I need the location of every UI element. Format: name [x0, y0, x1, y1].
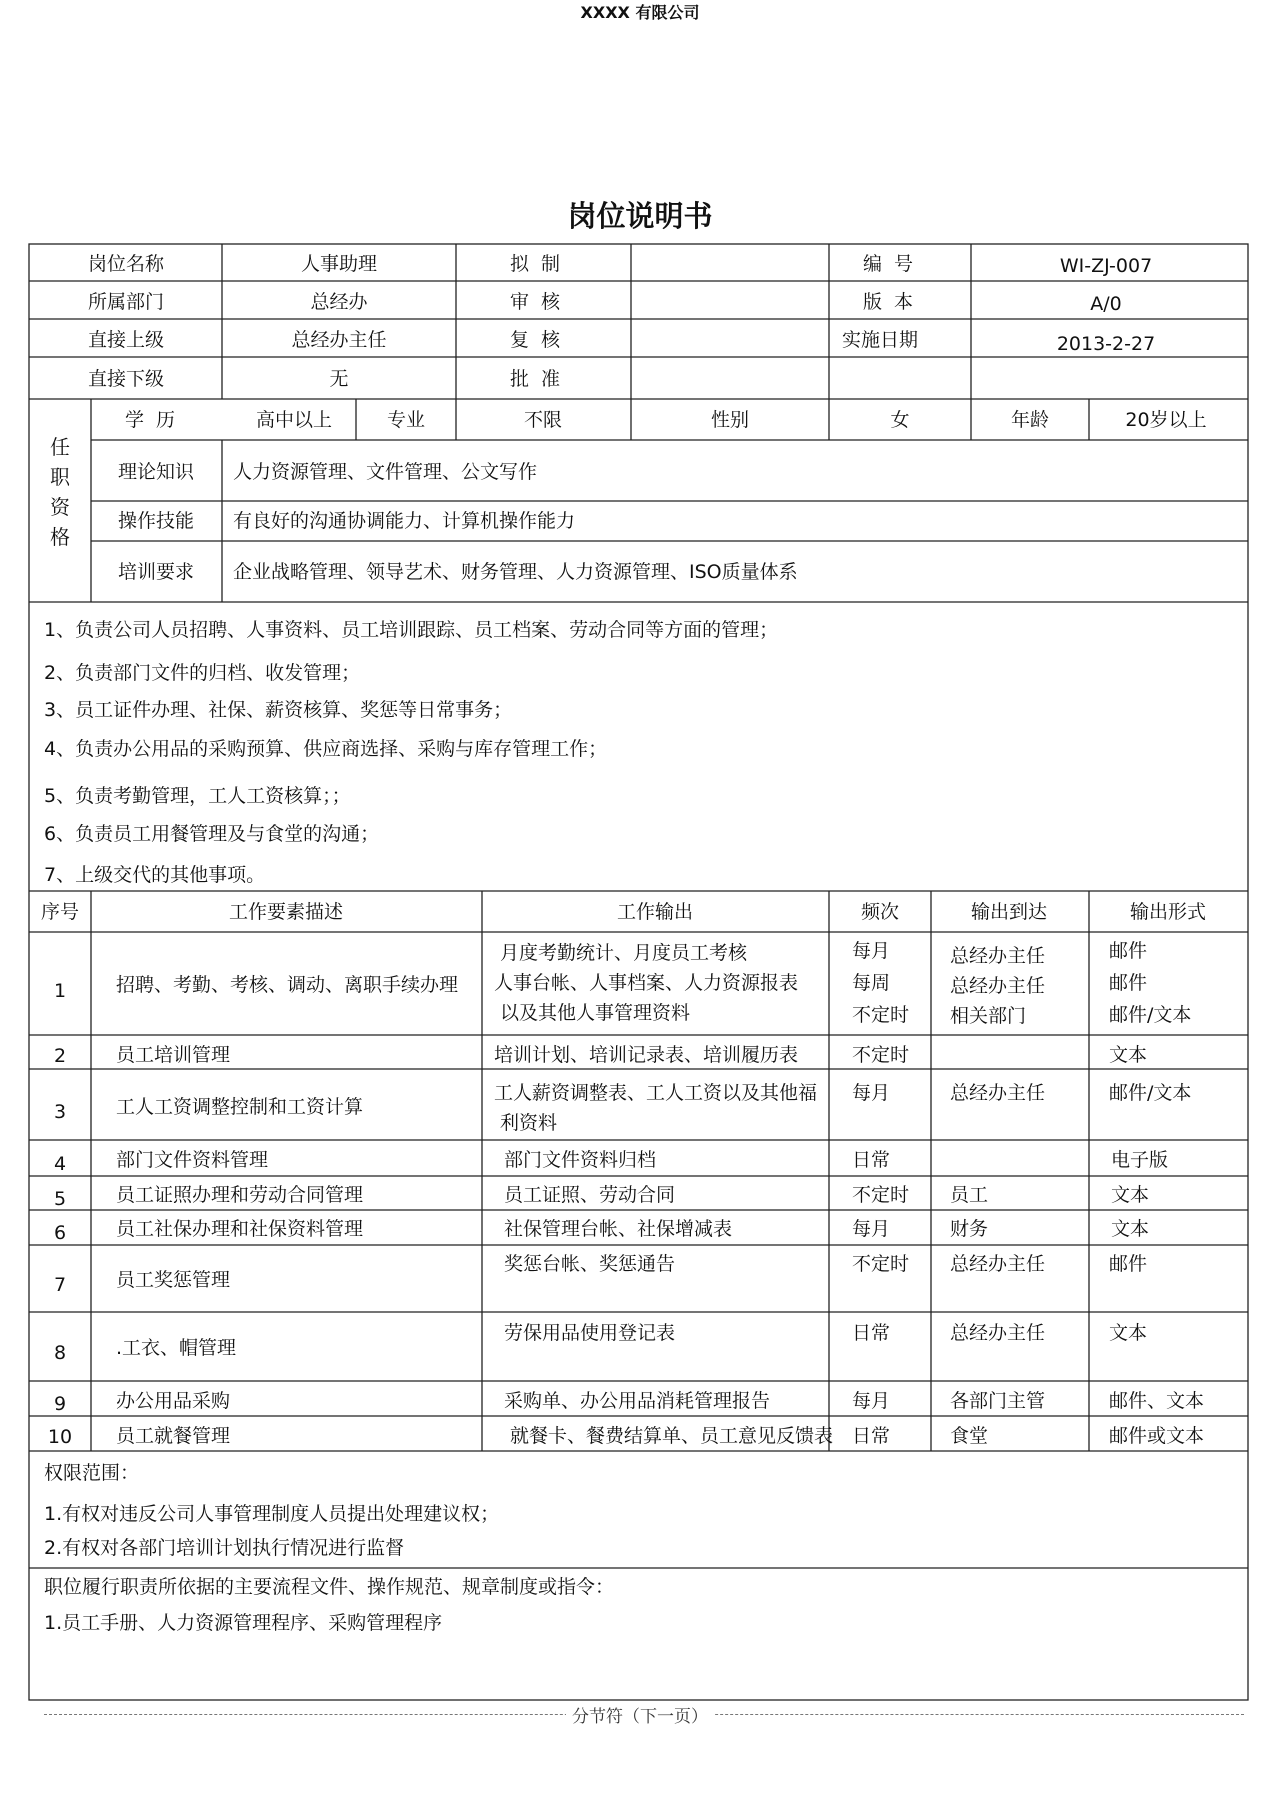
task-row-freq: 日常	[852, 1425, 891, 1447]
label-direct-subordinate: 直接下级	[87, 368, 165, 390]
task-row-no: 5	[53, 1188, 67, 1210]
task-row-to: 员工	[950, 1184, 989, 1206]
task-row-freq: 每月	[852, 1390, 891, 1412]
label-doc-number: 编 号	[862, 253, 914, 275]
task-row-output: 社保管理台帐、社保增减表	[504, 1218, 733, 1240]
label-major: 专业	[386, 409, 426, 431]
task-row-freq: 不定时	[852, 1044, 910, 1066]
task-row-to: 总经办主任	[950, 1082, 1046, 1104]
task-row-output: 员工证照、劳动合同	[504, 1184, 676, 1206]
authority-title: 权限范围：	[44, 1462, 140, 1484]
task-row-to: 总经办主任	[950, 1322, 1046, 1344]
value-version: A/0	[1090, 293, 1122, 315]
value-gender: 女	[890, 409, 910, 431]
task-row-output: 采购单、办公用品消耗管理报告	[504, 1390, 771, 1412]
value-direct-subordinate: 无	[329, 368, 349, 390]
task-row-to: 财务	[950, 1218, 989, 1240]
task-row-output: 部门文件资料归档	[504, 1149, 657, 1171]
label-education: 学 历	[124, 409, 176, 431]
task-row-output: 劳保用品使用登记表	[504, 1322, 676, 1344]
label-approved: 批 准	[509, 368, 561, 390]
task-row-form: 文本	[1109, 1322, 1148, 1344]
label-reviewed: 审 核	[509, 291, 561, 313]
task-row-output: 工人薪资调整表、工人工资以及其他福 利资料	[494, 1082, 818, 1134]
label-effective-date: 实施日期	[841, 329, 919, 351]
value-position-name: 人事助理	[300, 253, 378, 275]
document-title: 岗位说明书	[567, 199, 713, 233]
task-row-form: 邮件/文本	[1109, 1082, 1192, 1104]
label-skill: 操作技能	[117, 510, 195, 532]
basis-title: 职位履行职责所依据的主要流程文件、操作规范、规章制度或指令：	[44, 1576, 615, 1598]
authority-item: 2.有权对各部门培训计划执行情况进行监督	[44, 1537, 405, 1559]
value-theory: 人力资源管理、文件管理、公文写作	[233, 461, 538, 483]
task-row-desc: 员工就餐管理	[116, 1425, 231, 1447]
task-row-desc: 招聘、考勤、考核、调动、离职手续办理	[116, 974, 459, 996]
task-header-form: 输出形式	[1129, 901, 1207, 923]
task-row-no: 9	[53, 1393, 67, 1415]
task-row-output: 奖惩台帐、奖惩通告	[504, 1253, 676, 1275]
duty-item: 4、负责办公用品的采购预算、供应商选择、采购与库存管理工作；	[44, 738, 608, 760]
task-row-freq: 每月 每周 不定时	[852, 940, 910, 1026]
label-drafted: 拟 制	[509, 253, 561, 275]
task-row-no: 2	[53, 1045, 67, 1067]
task-row-freq: 日常	[852, 1149, 891, 1171]
label-department: 所属部门	[87, 291, 165, 313]
duty-item: 3、员工证件办理、社保、薪资核算、奖惩等日常事务；	[44, 699, 513, 721]
authority-item: 1.有权对违反公司人事管理制度人员提出处理建议权；	[44, 1503, 500, 1525]
task-header-output: 工作输出	[616, 901, 694, 923]
value-direct-superior: 总经办主任	[291, 329, 387, 351]
qualification-side-label: 任职资格	[50, 435, 70, 549]
section-break-label: 分节符（下一页）	[566, 1702, 714, 1727]
task-row-desc: 办公用品采购	[116, 1390, 231, 1412]
task-header-desc: 工作要素描述	[228, 901, 344, 923]
task-row-no: 7	[53, 1274, 67, 1296]
label-theory: 理论知识	[117, 461, 195, 483]
task-row-desc: .工衣、帽管理	[116, 1337, 237, 1359]
task-row-form: 文本	[1109, 1044, 1148, 1066]
value-education: 高中以上	[255, 409, 333, 431]
task-row-form: 邮件 邮件 邮件/文本	[1109, 940, 1192, 1026]
task-row-output: 就餐卡、餐费结算单、员工意见反馈表	[504, 1425, 834, 1447]
company-name: XXXX 有限公司	[580, 3, 700, 22]
task-row-no: 6	[53, 1222, 67, 1244]
duty-item: 5、负责考勤管理，工人工资核算；；	[44, 785, 351, 807]
task-header-no: 序号	[40, 901, 80, 923]
duty-item: 2、负责部门文件的归档、收发管理；	[44, 662, 361, 684]
task-row-freq: 日常	[852, 1322, 891, 1344]
task-row-no: 3	[53, 1101, 67, 1123]
label-direct-superior: 直接上级	[87, 329, 165, 351]
value-skill: 有良好的沟通协调能力、计算机操作能力	[233, 510, 576, 532]
task-row-output: 培训计划、培训记录表、培训履历表	[494, 1044, 799, 1066]
label-age: 年龄	[1010, 409, 1050, 431]
label-gender: 性别	[710, 409, 750, 431]
task-row-form: 邮件、文本	[1109, 1390, 1205, 1412]
value-department: 总经办	[310, 291, 368, 313]
task-row-no: 8	[53, 1342, 67, 1364]
task-row-to: 总经办主任 总经办主任 相关部门	[950, 945, 1046, 1027]
task-row-form: 文本	[1111, 1184, 1150, 1206]
task-row-form: 邮件或文本	[1109, 1425, 1205, 1447]
duty-item: 1、负责公司人员招聘、人事资料、员工培训跟踪、员工档案、劳动合同等方面的管理；	[44, 619, 779, 641]
value-training: 企业战略管理、领导艺术、财务管理、人力资源管理、ISO质量体系	[233, 561, 798, 583]
value-effective-date: 2013-2-27	[1056, 333, 1156, 355]
label-version: 版 本	[862, 291, 914, 313]
value-doc-number: WI-ZJ-007	[1059, 255, 1153, 277]
basis-item: 1.员工手册、人力资源管理程序、采购管理程序	[44, 1612, 443, 1634]
label-training: 培训要求	[117, 561, 195, 583]
task-row-desc: 员工证照办理和劳动合同管理	[116, 1184, 364, 1206]
task-row-no: 10	[47, 1426, 73, 1448]
value-major: 不限	[523, 409, 563, 431]
task-row-form: 电子版	[1111, 1149, 1169, 1171]
task-row-freq: 不定时	[852, 1253, 910, 1275]
task-row-output: 月度考勤统计、月度员工考核 人事台帐、人事档案、人力资源报表 以及其他人事管理资料	[494, 942, 799, 1024]
task-row-freq: 每月	[852, 1218, 891, 1240]
task-row-desc: 工人工资调整控制和工资计算	[116, 1096, 364, 1118]
task-row-desc: 员工培训管理	[116, 1044, 231, 1066]
task-row-desc: 部门文件资料管理	[116, 1149, 269, 1171]
task-row-no: 1	[53, 980, 67, 1002]
task-row-no: 4	[53, 1153, 67, 1175]
value-age: 20岁以上	[1125, 409, 1207, 431]
task-row-desc: 员工奖惩管理	[116, 1269, 231, 1291]
task-row-freq: 每月	[852, 1082, 891, 1104]
label-position-name: 岗位名称	[87, 253, 165, 275]
duty-item: 6、负责员工用餐管理及与食堂的沟通；	[44, 823, 380, 845]
task-row-desc: 员工社保办理和社保资料管理	[116, 1218, 364, 1240]
task-header-freq: 频次	[860, 901, 900, 923]
duty-item: 7、上级交代的其他事项。	[44, 864, 266, 886]
task-row-form: 文本	[1111, 1218, 1150, 1240]
task-row-freq: 不定时	[852, 1184, 910, 1206]
task-row-to: 总经办主任	[950, 1253, 1046, 1275]
task-row-form: 邮件	[1109, 1253, 1148, 1275]
task-row-to: 食堂	[950, 1425, 989, 1447]
task-header-to: 输出到达	[970, 901, 1048, 923]
label-rechecked: 复 核	[509, 329, 561, 351]
task-row-to: 各部门主管	[950, 1390, 1046, 1412]
